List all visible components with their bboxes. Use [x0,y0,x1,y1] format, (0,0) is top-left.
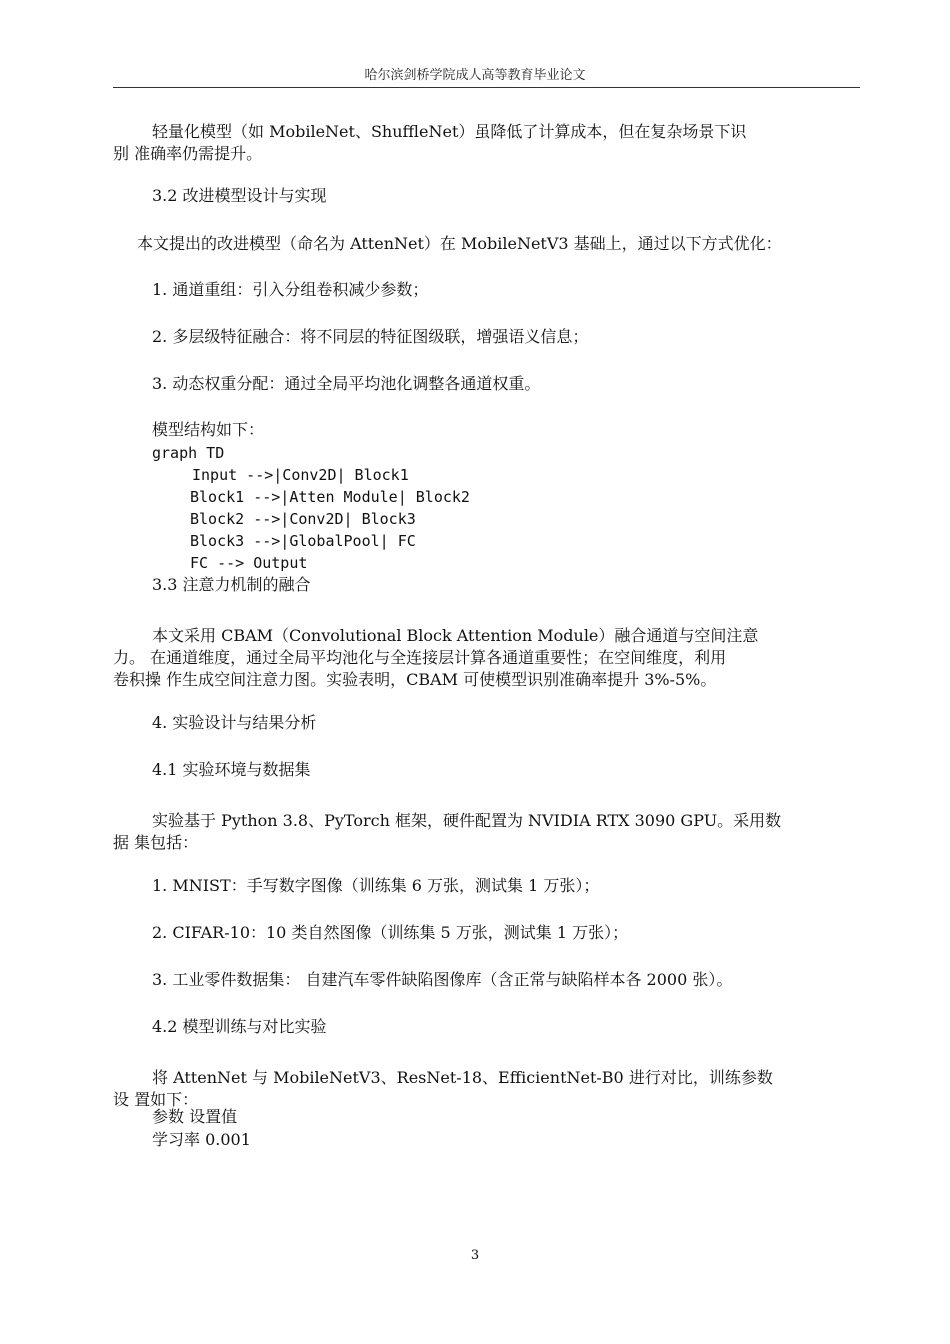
structure-intro: 模型结构如下： [152,420,265,439]
list-item: 3. 动态权重分配：通过全局平均池化调整各通道权重。 [152,374,541,393]
list-item: 3. 工业零件数据集： 自建汽车零件缺陷图像库（含正常与缺陷样本各 2000 张）。 [152,970,733,989]
code-line: Block1 -->|Atten Module| Block2 [190,488,470,506]
section-heading: 4. 实验设计与结果分析 [152,713,317,732]
section-heading: 3.2 改进模型设计与实现 [152,186,327,205]
param-table-row: 学习率 0.001 [152,1130,251,1149]
paragraph-line: 设 置如下： [113,1090,199,1109]
paragraph-line: 据 集包括： [113,833,199,852]
param-table-header: 参数 设置值 [152,1107,238,1126]
list-item: 1. MNIST：手写数字图像（训练集 6 万张，测试集 1 万张）； [152,876,600,895]
paragraph-line: 将 AttenNet 与 MobileNetV3、ResNet-18、EfficientNet-B0 进行对比，训练参数 [152,1068,773,1087]
paragraph-line: 本文提出的改进模型（命名为 AttenNet）在 MobileNetV3 基础上，通过以下方式优化： [137,234,782,253]
code-line: Input -->|Conv2D| Block1 [192,466,409,484]
section-heading: 4.2 模型训练与对比实验 [152,1017,327,1036]
code-line: Block3 -->|GlobalPool| FC [190,532,416,550]
page-number: 3 [470,1248,480,1263]
list-item: 2. 多层级特征融合：将不同层的特征图级联，增强语义信息； [152,327,589,346]
paragraph-line: 力。 在通道维度，通过全局平均池化与全连接层计算各通道重要性；在空间维度，利用 [113,648,727,667]
section-heading: 4.1 实验环境与数据集 [152,760,311,779]
paragraph-line: 本文采用 CBAM（Convolutional Block Attention Module）融合通道与空间注意 [152,626,759,645]
paragraph-line: 别 准确率仍需提升。 [113,144,263,163]
page-header: 哈尔滨剑桥学院成人高等教育毕业论文 [364,68,586,83]
code-line: graph TD [152,444,225,462]
paragraph-line: 实验基于 Python 3.8、PyTorch 框架，硬件配置为 NVIDIA RTX 3090 GPU。采用数 [152,811,782,830]
paragraph-line: 轻量化模型（如 MobileNet、ShuffleNet）虽降低了计算成本，但在复杂场景下识 [152,122,747,141]
code-line: FC --> Output [190,554,308,572]
paragraph-line: 卷积操 作生成空间注意力图。实验表明，CBAM 可使模型识别准确率提升 3%-5%。 [113,670,717,689]
list-item: 1. 通道重组：引入分组卷积减少参数； [152,280,429,299]
code-line: Block2 -->|Conv2D| Block3 [190,510,416,528]
section-heading: 3.3 注意力机制的融合 [152,575,311,594]
list-item: 2. CIFAR-10：10 类自然图像（训练集 5 万张，测试集 1 万张）； [152,923,629,942]
